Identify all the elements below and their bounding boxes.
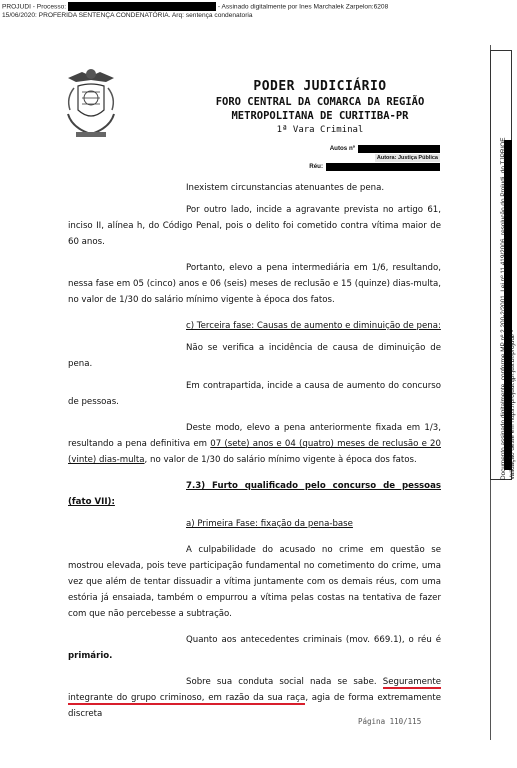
pena-definitiva-a: Deste modo, elevo a pena anteriormente fixada em 1/3, resultando a pena definitiva em <box>68 423 441 449</box>
validation-line-1: Documento assinado digitalmente, conforme MP nº 2.200-2/2001, Lei nº 11.419/2006, resolução do Projudi, do TJPR/OE <box>500 137 507 480</box>
signature-info: - Assinado digitalmente por Ines Marchalek Zarpelon:6208 <box>217 3 389 11</box>
process-number-redaction <box>68 2 216 11</box>
conduta-a: Sobre sua conduta social nada se sabe. <box>186 677 383 687</box>
conduta-b: , agia de forma extremamente discreta <box>68 693 441 719</box>
paragraph-agravante: Por outro lado, incide a agravante prevista no artigo 61, inciso II, alínea h, do Código Penal, pois o delito foi cometido contra vítima maior de 60 anos. <box>68 205 441 247</box>
heading-fato-vii-text: 7.3) Furto qualificado pelo concurso de pessoas (fato VII): <box>68 481 441 507</box>
paragraph-pena-intermediaria: Portanto, elevo a pena intermediária em 1/6, resultando, nessa fase em 05 (cinco) anos e 06 (seis) meses de reclusão e 15 (quinze) dias-multa, no valor de 1/30 do salário mínimo vigente à época dos fatos. <box>68 263 441 305</box>
court-vara: 1ª Vara Criminal <box>276 125 364 135</box>
reu-row <box>300 162 440 171</box>
validation-text <box>499 50 517 480</box>
heading-terceira-fase-text: c) Terceira fase: Causas de aumento e diminuição de pena: <box>186 321 441 331</box>
validation-line-2: Validação deste em https://projudi.tjpr.jus.br/projudi/ - <box>509 329 516 480</box>
court-title: PODER JUDICIÁRIO <box>253 79 387 94</box>
antecedentes-a: Quanto aos antecedentes criminais (mov. 669.1), o réu é <box>186 635 441 645</box>
autora-row <box>300 153 440 162</box>
reu-label: Réu: <box>309 162 323 170</box>
paragraph-diminuicao: Não se verifica a incidência de causa de diminuição de pena. <box>68 343 441 369</box>
autos-row <box>300 144 440 153</box>
paragraph-antecedentes <box>68 632 441 664</box>
coat-of-arms-icon <box>62 64 120 144</box>
autos-label: Autos nº <box>329 144 355 152</box>
court-subtitle-1: FORO CENTRAL DA COMARCA DA REGIÃO <box>215 96 425 108</box>
paragraph-culpabilidade: A culpabilidade do acusado no crime em questão se mostrou elevada, pois teve participação fundamental no cometimento do crime, uma vez que além de tentar dissuadir a vítima juntamente com os demais réus, com uma estória já ensaiada, também o empurrou a vítima pelas costas na tentativa de fazer com que não percebesse a subtração. <box>68 545 441 619</box>
case-meta <box>300 144 440 171</box>
pena-definitiva-valor: 07 (sete) anos e 04 (quatro) meses de reclusão e 20 (vinte) dias-multa <box>68 439 441 465</box>
autora-label: Autora: Justiça Pública <box>376 154 438 161</box>
heading-primeira-fase-text: a) Primeira Fase: fixação da pena-base <box>186 519 353 529</box>
pena-definitiva-b: , no valor de 1/30 do salário mínimo vigente à época dos fatos. <box>144 455 417 465</box>
paragraph-conduta-social <box>68 674 441 722</box>
process-label: PROJUDI - Processo: <box>2 3 67 11</box>
heading-fato-vii <box>68 478 441 510</box>
document-header-bar <box>2 2 422 20</box>
autos-redaction <box>358 145 440 153</box>
heading-terceira-fase <box>68 318 441 334</box>
paragraph-aumento: Em contrapartida, incide a causa de aumento do concurso de pessoas. <box>68 381 441 407</box>
paragraph-atenuantes: Inexistem circunstancias atenuantes de pena. <box>186 183 385 193</box>
reu-redaction <box>326 163 440 171</box>
page-number: Página 110/115 <box>358 717 422 726</box>
process-line <box>2 2 422 11</box>
court-subtitle-2: METROPOLITANA DE CURITIBA-PR <box>231 110 409 122</box>
sentence-body <box>68 180 441 732</box>
event-line: 15/06/2020: PROFERIDA SENTENÇA CONDENATÓRIA. Arq: sentença condenatoria <box>2 12 253 20</box>
highlighted-racist-statement: Seguramente integrante do grupo criminoso, em razão da sua raça <box>68 677 441 703</box>
antecedentes-b: primário. <box>68 651 113 661</box>
court-header <box>170 78 470 137</box>
paragraph-pena-definitiva <box>68 420 441 468</box>
heading-primeira-fase <box>68 516 441 532</box>
